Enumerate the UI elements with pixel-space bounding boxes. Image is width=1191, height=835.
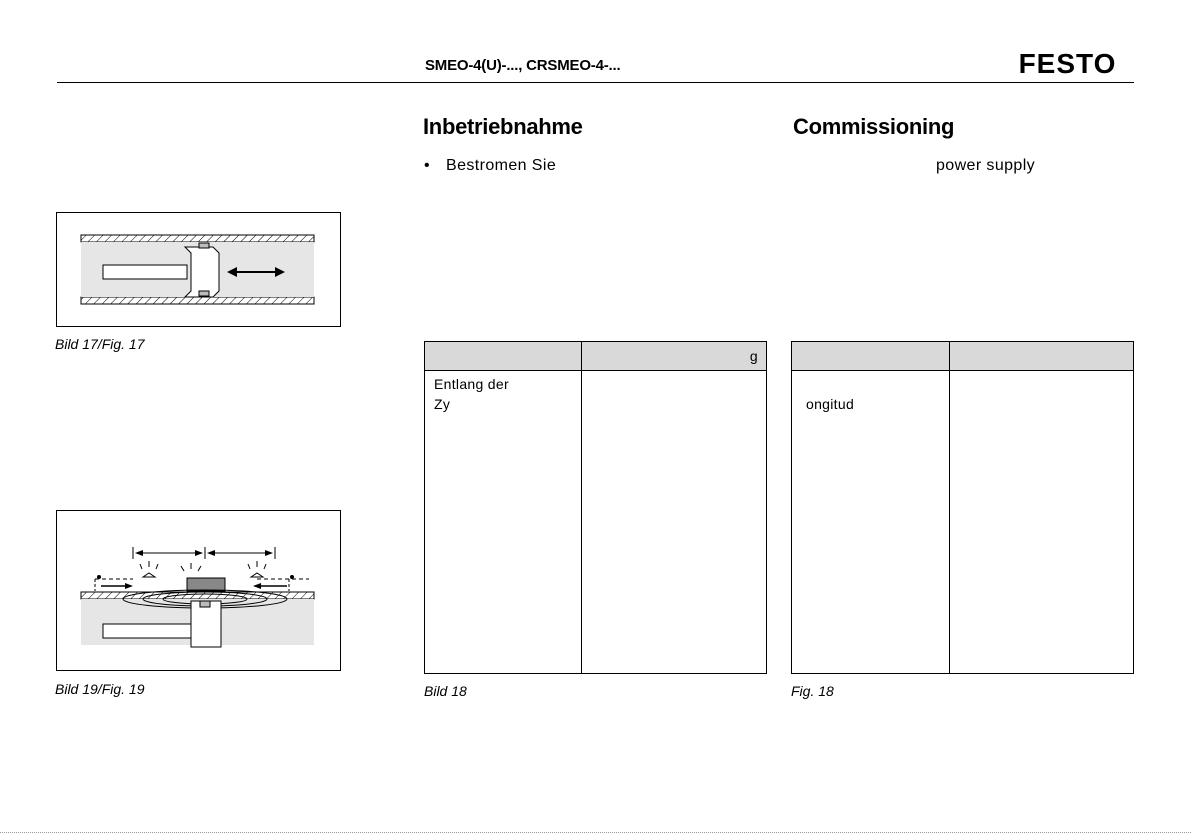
header-divider [57,82,1134,83]
cylinder-diagram-17 [57,213,340,326]
german-bullet-icon: • [424,157,431,174]
german-table-cell-line2: Zy [434,396,451,412]
figure-19-caption: Bild 19/Fig. 19 [55,681,145,697]
german-table-cell-line1: Entlang der [434,376,509,392]
figure-17 [56,212,341,327]
bottom-dotted-rule [0,832,1191,833]
cylinder-diagram-19 [57,511,340,670]
german-table-divider [581,342,582,673]
german-table [424,341,767,674]
figure-17-caption: Bild 17/Fig. 17 [55,336,145,352]
english-table-divider [949,342,950,673]
english-table-header [792,342,1133,371]
festo-logo [1000,50,1135,76]
figure-19 [56,510,341,671]
english-heading: Commissioning [793,114,955,139]
english-table-cell: ongitud [806,396,855,412]
german-table-header-col2: g [749,348,758,364]
page-header-title: SMEO-4(U)-..., CRSMEO-4-... [425,57,621,74]
german-table-caption: Bild 18 [424,683,467,699]
english-table [791,341,1134,674]
german-instruction: Bestromen Sie [446,157,557,174]
german-table-header [425,342,766,371]
english-table-caption: Fig. 18 [791,683,834,699]
english-instruction: power supply [936,157,1036,174]
german-heading: Inbetriebnahme [423,114,583,139]
festo-logo-text: FESTO [1018,50,1117,76]
